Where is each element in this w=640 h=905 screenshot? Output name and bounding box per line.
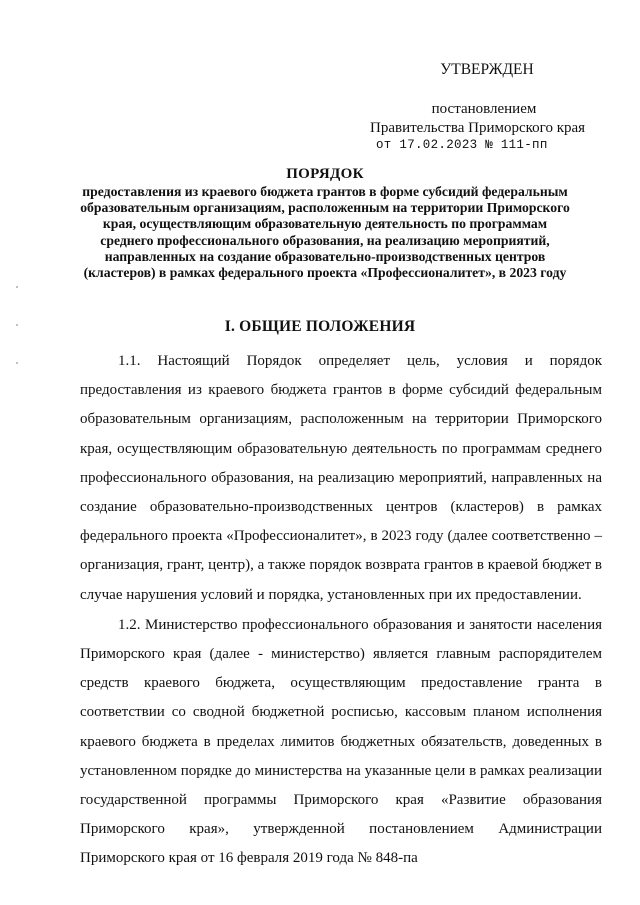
- approval-stamp-block: [362, 60, 592, 152]
- section-heading: I. ОБЩИЕ ПОЛОЖЕНИЯ: [224, 318, 416, 335]
- document-subtitle: предоставления из краевого бюджета грантов в форме субсидий федеральным образовательным организациям, расположенным на территории Приморского края, осуществляющим образовательную деятельность по программам среднего профессионального образования, на реализацию мероприятий, направленных на создание образовательно-производственных центров (кластеров) в рамках федерального проекта «Профессионалитет», в 2023 году: [80, 184, 570, 281]
- paragraph-1-2: 1.2. Министерство профессионального образования и занятости населения Приморского края (далее - министерство) является главным распорядителем средств краевого бюджета, осуществляющим предоставление гранта в соответствии со сводной бюджетной росписью, кассовым планом исполнения краевого бюджета в пределах лимитов бюджетных обязательств, доведенных в установленном порядке до министерства на указанные цели в рамках реализации государственной программы Приморского края «Развитие образования Приморского края», утвержденной постановлением Администрации Приморского края от 16 февраля 2019 года № 848-па: [80, 616, 602, 867]
- document-title: ПОРЯДОК: [286, 166, 364, 182]
- approved-label: УТВЕРЖДЕН: [440, 61, 534, 78]
- document-body: [80, 347, 602, 874]
- approval-resolution-label: постановлением: [431, 101, 537, 117]
- paragraph-1-1: 1.1. Настоящий Порядок определяет цель, условия и порядок предоставления из краевого бюджета грантов в форме субсидий федеральным образовательным организациям, расположенным на территории Приморского края, осуществляющим образовательную деятельность по программам среднего профессионального образования, на реализацию мероприятий, направленных на создание образовательно-производственных центров (кластеров) в рамках федерального проекта «Профессионалитет», в 2023 году (далее соответственно – организация, грант, центр), а также порядок возврата грантов в краевой бюджет в случае нарушения условий и порядка, установленных при их предоставлении.: [80, 353, 602, 603]
- document-title-block: [80, 165, 570, 281]
- approval-government-label: Правительства Приморского края: [370, 120, 586, 136]
- approval-date-number: от 17.02.2023 № 111-пп: [376, 138, 548, 152]
